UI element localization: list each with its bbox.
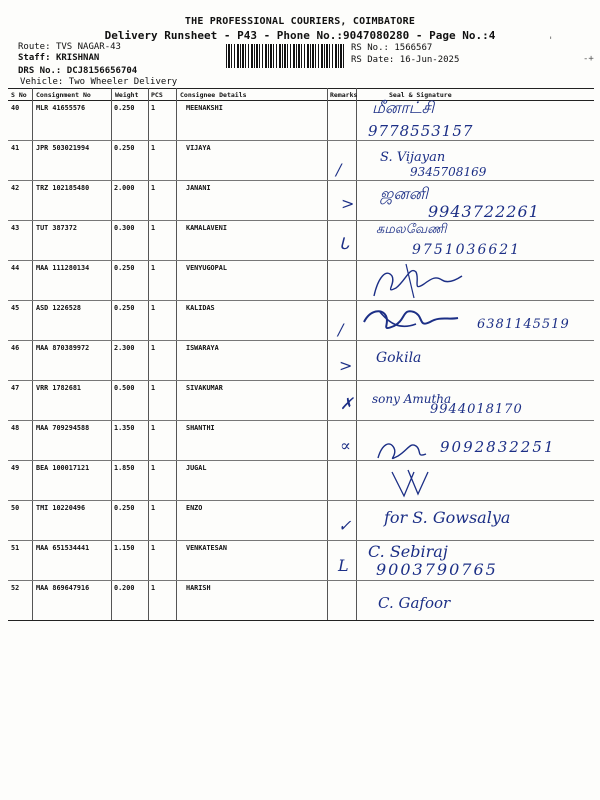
cell-pcs: 1: [151, 104, 156, 112]
signature: S. Vijayan: [380, 150, 446, 165]
table-row: [8, 261, 594, 301]
drs-line: [18, 66, 137, 76]
remark-check-mark: ∝: [340, 436, 351, 455]
signature: மீனாட்சி: [372, 98, 435, 117]
row-separator: [8, 460, 594, 461]
cell-sno: 50: [11, 504, 20, 512]
cell-consignment: ASD 1226528: [36, 304, 82, 312]
cell-consignment: TRZ 102185480: [36, 184, 90, 192]
drs-value: DCJ8156656704: [66, 66, 138, 76]
rs-date-line: [351, 55, 459, 65]
staff-line: [18, 53, 99, 63]
cell-consignment: BEA 100017121: [36, 464, 90, 472]
signature-scribble: [388, 466, 434, 500]
cell-consignment: MAA 111280134: [36, 264, 90, 272]
remark-check-mark: ✓: [338, 516, 352, 535]
cell-weight: 0.200: [114, 584, 135, 592]
cell-sno: 43: [11, 224, 20, 232]
cell-pcs: 1: [151, 464, 156, 472]
route-line: [18, 42, 121, 52]
cell-consignment: TMI 10220496: [36, 504, 86, 512]
cell-weight: 0.250: [114, 504, 135, 512]
cell-weight: 1.150: [114, 544, 135, 552]
cell-consignee: VENKATESAN: [186, 544, 227, 552]
signature: கமலவேணி: [376, 222, 447, 237]
cell-consignment: MAA 651534441: [36, 544, 90, 552]
cell-weight: 1.350: [114, 424, 135, 432]
corner-plus-mark: -+: [583, 54, 594, 64]
vehicle-label: Vehicle:: [20, 77, 64, 87]
row-separator: [8, 500, 594, 501]
row-separator: [8, 580, 594, 581]
cell-consignee: VIJAYA: [186, 144, 211, 152]
cell-consignment: JPR 503021994: [36, 144, 90, 152]
signature: sony Amutha: [372, 392, 452, 406]
cell-consignee: VENYUGOPAL: [186, 264, 227, 272]
cell-sno: 48: [11, 424, 20, 432]
cell-sno: 44: [11, 264, 20, 272]
cell-consignment: MAA 709294588: [36, 424, 90, 432]
cell-consignee: ENZO: [186, 504, 203, 512]
col-header-weight: Weight: [115, 91, 139, 99]
vehicle-line: [20, 77, 177, 87]
cell-sno: 47: [11, 384, 20, 392]
company-title: THE PROFESSIONAL COURIERS, COIMBATORE: [184, 16, 416, 27]
drs-label: DRS No.:: [18, 66, 62, 76]
signature: for S. Gowsalya: [384, 508, 511, 527]
cell-consignee: SIVAKUMAR: [186, 384, 223, 392]
signature-scribble: [372, 432, 432, 466]
cell-weight: 0.500: [114, 384, 135, 392]
signature: C. Sebiraj: [368, 542, 448, 561]
signature-phone: 9345708169: [410, 165, 487, 179]
col-header-remarks: Remarks: [330, 91, 358, 99]
cell-sno: 42: [11, 184, 20, 192]
row-separator: [8, 340, 594, 341]
col-header-consignment: Consignment No: [36, 91, 91, 99]
remark-check-mark: >: [341, 194, 355, 213]
cell-consignee: JUGAL: [186, 464, 207, 472]
cell-consignment: VRR 1782681: [36, 384, 82, 392]
staff-label: Staff:: [18, 53, 51, 63]
cell-weight: 1.850: [114, 464, 135, 472]
col-header-sno: S No: [11, 91, 27, 99]
barcode: [226, 44, 344, 68]
runsheet-title: Delivery Runsheet - P43 - Phone No.:9047080280 - Page No.:4: [104, 29, 496, 42]
signature-phone: 9751036621: [412, 242, 522, 258]
cell-pcs: 1: [151, 424, 156, 432]
rs-date-value: 16-Jun-2025: [399, 55, 460, 65]
cell-pcs: 1: [151, 224, 156, 232]
table-row: [8, 341, 594, 381]
cell-weight: 0.300: [114, 224, 135, 232]
col-header-pcs: PCS: [151, 91, 163, 99]
cell-weight: 2.300: [114, 344, 135, 352]
signature-phone: 9944018170: [430, 402, 523, 417]
staff-value: KRISHNAN: [55, 53, 100, 63]
table-row: [8, 541, 594, 581]
signature-phone: 9003790765: [376, 560, 498, 579]
cell-weight: 0.250: [114, 144, 135, 152]
corner-tick-mark: ': [548, 36, 554, 46]
remark-check-mark: >: [339, 356, 353, 375]
rs-no-label: RS No.:: [351, 43, 389, 53]
signature-phone: 9092832251: [440, 438, 556, 456]
cell-pcs: 1: [151, 584, 156, 592]
cell-consignee: HARISH: [186, 584, 211, 592]
rs-date-label: RS Date:: [351, 55, 395, 65]
remark-check-mark: ᒐ: [339, 234, 350, 253]
route-label: Route:: [18, 42, 51, 52]
cell-weight: 2.000: [114, 184, 135, 192]
signature-phone: 9943722261: [428, 202, 540, 221]
cell-pcs: 1: [151, 184, 156, 192]
cell-sno: 49: [11, 464, 20, 472]
cell-weight: 0.250: [114, 104, 135, 112]
signature: C. Gafoor: [378, 594, 451, 612]
row-separator: [8, 420, 594, 421]
col-header-consignee: Consignee Details: [180, 91, 247, 99]
table-top-border: [8, 88, 594, 89]
cell-consignee: KALIDAS: [186, 304, 215, 312]
remark-check-mark: /: [336, 160, 342, 179]
cell-consignment: TUT 387372: [36, 224, 77, 232]
cell-sno: 46: [11, 344, 20, 352]
cell-sno: 51: [11, 544, 20, 552]
cell-pcs: 1: [151, 384, 156, 392]
cell-pcs: 1: [151, 344, 156, 352]
remark-check-mark: ✗: [340, 394, 354, 413]
cell-consignee: MEENAKSHI: [186, 104, 223, 112]
signature-phone: 6381145519: [477, 317, 570, 332]
table-row: [8, 101, 594, 141]
route-value: TVS NAGAR-43: [55, 42, 121, 52]
col-header-seal: Seal & Signature: [389, 91, 452, 99]
cell-pcs: 1: [151, 504, 156, 512]
table-row: [8, 141, 594, 181]
cell-pcs: 1: [151, 144, 156, 152]
remark-check-mark: /: [338, 320, 344, 339]
cell-consignee: SHANTHI: [186, 424, 215, 432]
remark-check-mark: L: [338, 556, 349, 575]
cell-pcs: 1: [151, 544, 156, 552]
row-separator: [8, 300, 594, 301]
rs-no-value: 1566567: [394, 43, 433, 53]
rs-no-line: [351, 43, 432, 53]
cell-consignment: MAA 870389972: [36, 344, 90, 352]
cell-weight: 0.250: [114, 264, 135, 272]
cell-consignee: ISWARAYA: [186, 344, 219, 352]
signature-phone: 9778553157: [368, 122, 474, 140]
cell-consignment: MAA 869647916: [36, 584, 90, 592]
cell-pcs: 1: [151, 304, 156, 312]
table-row: [8, 581, 594, 621]
row-separator: [8, 260, 594, 261]
table-row: [8, 461, 594, 501]
row-separator: [8, 140, 594, 141]
cell-consignment: MLR 41655576: [36, 104, 86, 112]
cell-sno: 40: [11, 104, 20, 112]
cell-sno: 52: [11, 584, 20, 592]
signature-scribble: [366, 258, 476, 302]
signature: Gokila: [376, 350, 422, 366]
vehicle-value: Two Wheeler Delivery: [68, 77, 178, 87]
signature: ஜனனி: [380, 184, 428, 203]
cell-weight: 0.250: [114, 304, 135, 312]
cell-sno: 41: [11, 144, 20, 152]
cell-consignee: KAMALAVENI: [186, 224, 227, 232]
cell-sno: 45: [11, 304, 20, 312]
cell-pcs: 1: [151, 264, 156, 272]
cell-consignee: JANANI: [186, 184, 211, 192]
row-separator: [8, 380, 594, 381]
signature-scribble: [360, 302, 470, 340]
row-separator: [8, 180, 594, 181]
row-separator: [8, 540, 594, 541]
